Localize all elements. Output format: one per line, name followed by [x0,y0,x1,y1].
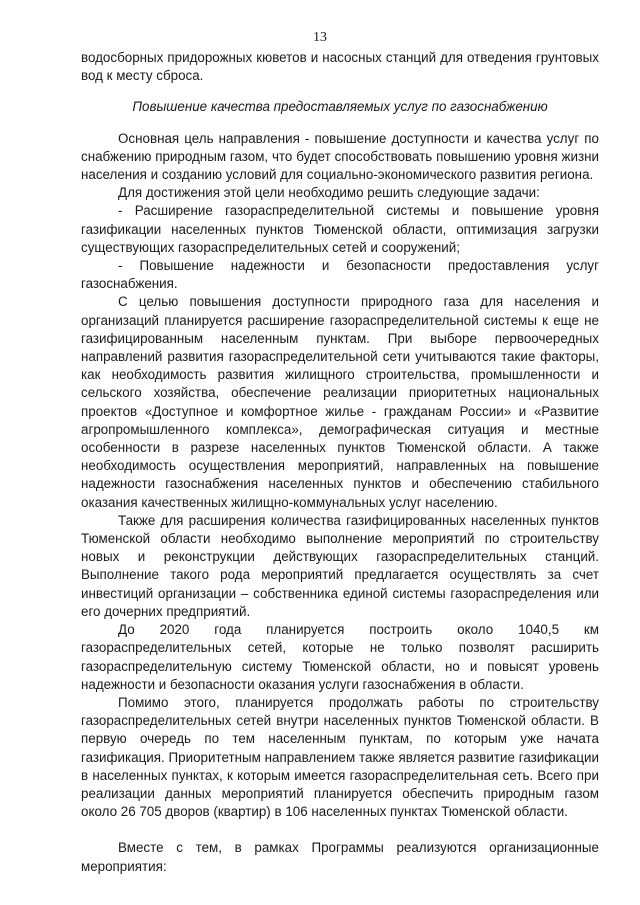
document-body [81,49,599,876]
paragraph-tasks-intro: Для достижения этой цели необходимо решить следующие задачи: [118,185,540,201]
paragraph-internal-networks: Помимо этого, планируется продолжать работы по строительству газораспределительных сетей внутри населенных пунктов Тюменской области. В первую очередь по тем населенным пунктам, по которым уже начата газификация. Приоритетным направлением также является развитие газификации в населенных пунктах, к которым имеется газораспределительная сеть. Всего при реализации данных мероприятий планируется обеспечить природным газом около 26 705 дворов (квартир) в 106 населенных пунктах Тюменской области. [81,694,599,820]
paragraph-stations: Также для расширения количества газифицированных населенных пунктов Тюменской области необходимо выполнение мероприятий по строительству новых и реконструкции действующих газораспределительных станций. Выполнение такого рода мероприятий предлагается осуществлять за счет инвестиций организации – собственника единой системы газораспределения или его дочерних предприятий. [81,512,599,619]
task-item-2: - Повышение надежности и безопасности предоставления услуг газоснабжения. [81,258,599,292]
paragraph-continued: водосборных придорожных кюветов и насосных станций для отведения грунтовых вод к месту сброса. [81,50,599,84]
paragraph-goal: Основная цель направления - повышение доступности и качества услуг по снабжению природным газом, что будет способствовать повышению уровня жизни населения и созданию условий для социально-экономического развития региона. [81,130,599,183]
section-heading: Повышение качества предоставляемых услуг по газоснабжению [132,99,548,115]
paragraph-2020-plan: До 2020 года планируется построить около 1040,5 км газораспределительных сетей, которые не только позволят расширить газораспределительную систему Тюменской области, но и повысят уровень надежности и безопасности оказания услуги газоснабжения в области. [81,622,599,692]
page-number: 13 [313,30,327,45]
paragraph-organizational: Вместе с тем, в рамках Программы реализуются организационные мероприятия: [81,840,599,874]
task-item-1: - Расширение газораспределительной системы и повышение уровня газификации населенных пунктов Тюменской области, оптимизация загрузки существующих газораспределительных сетей и сооружений; [81,203,599,255]
paragraph-accessibility: С целью повышения доступности природного газа для населения и организаций планируется расширение газораспределительной системы к еще не газифицированным населенным пунктам. При выборе первоочередных направлений развития газораспределительной сети учитываются такие факторы, как необходимость развития жилищного строительства, промышленности и сельского хозяйства, обеспечение реализации приоритетных национальных проектов «Доступное и комфортное жилье - гражданам России» и «Развитие агропромышленного комплекса», демографическая ситуация и местные особенности в разрезе населенных пунктов Тюменской области. А также необходимость осуществления мероприятий, направленных на повышение надежности газоснабжения населенных пунктов и обеспечению стабильного оказания качественных жилищно-коммунальных услуг населению. [81,294,599,510]
